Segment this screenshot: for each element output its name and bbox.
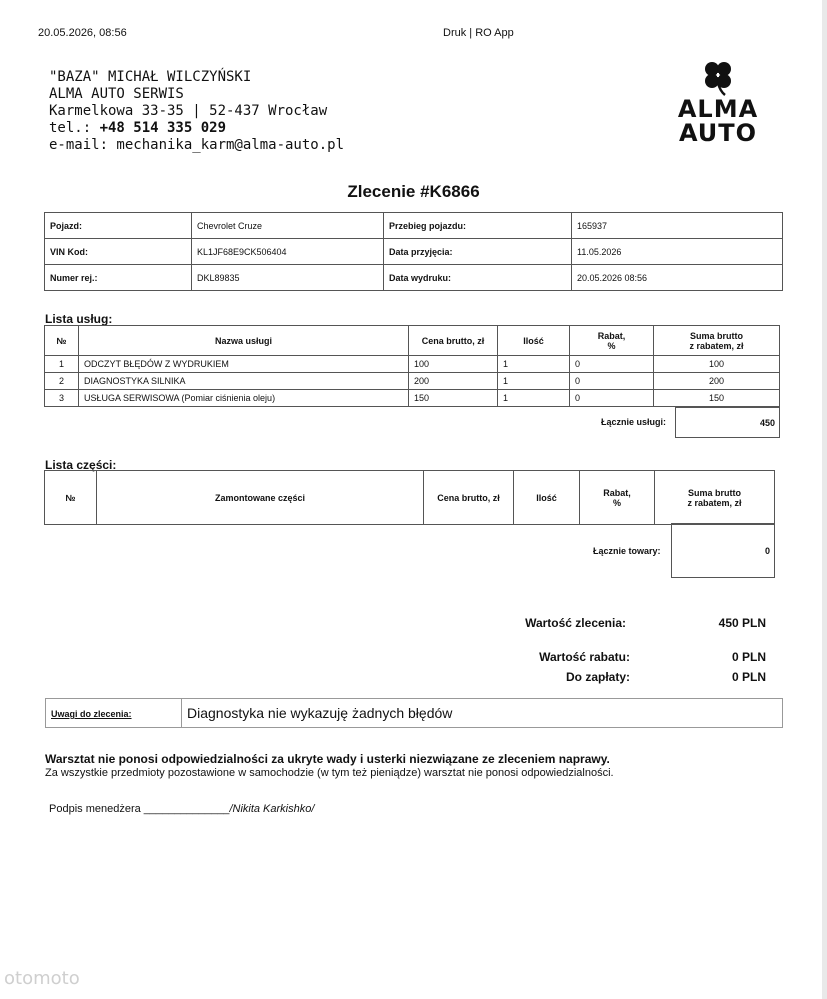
vin-row (45, 239, 783, 265)
watermark: otomoto (4, 968, 80, 989)
service-discount: 0 (570, 390, 654, 407)
vin-value: KL1JF68E9CK506404 (192, 239, 384, 265)
service-qty: 1 (498, 373, 570, 390)
to-pay-value: 0 PLN (731, 670, 766, 684)
received-label: Data przyjęcia: (384, 239, 572, 265)
logo-text (672, 97, 764, 145)
printed-value: 20.05.2026 08:56 (572, 265, 783, 291)
service-qty: 1 (498, 390, 570, 407)
discount-label: Wartość rabatu: (539, 650, 630, 664)
print-app-name: Druk | RO App (443, 27, 514, 39)
services-heading: Lista usług: (45, 312, 113, 326)
services-total-label: Łącznie usługi: (601, 417, 667, 427)
order-value: 450 PLN (718, 616, 766, 630)
services-total-value: 450 (759, 418, 775, 428)
service-no: 3 (45, 390, 79, 407)
vin-label: VIN Kod: (45, 239, 192, 265)
reg-value: DKL89835 (192, 265, 384, 291)
services-col-price: Cena brutto, zł (409, 326, 498, 356)
service-price: 200 (409, 373, 498, 390)
parts-col-name: Zamontowane części (97, 471, 424, 525)
service-name: DIAGNOSTYKA SILNIKA (79, 373, 409, 390)
printed-label: Data wydruku: (384, 265, 572, 291)
services-col-total: Suma brutto z rabatem, zł (654, 326, 780, 356)
service-discount: 0 (570, 373, 654, 390)
order-value-label: Wartość zlecenia: (525, 616, 626, 630)
company-line-1: "BAZA" MICHAŁ WILCZYŃSKI (49, 69, 252, 85)
company-line-2: ALMA AUTO SERWIS (49, 86, 184, 102)
logo-line-2: AUTO (678, 119, 758, 147)
signature-label: Podpis menedżera ______________ (49, 803, 230, 815)
company-logo (672, 57, 764, 152)
clover-icon (698, 59, 738, 97)
service-name: ODCZYT BŁĘDÓW Z WYDRUKIEM (79, 356, 409, 373)
parts-col-qty: Ilość (514, 471, 580, 525)
disclaimer-bold: Warsztat nie ponosi odpowiedzialności za ukryte wady i usterki niezwiązane ze zleceniem naprawy. (45, 752, 610, 766)
service-total: 150 (654, 390, 780, 407)
signature-line (49, 803, 314, 815)
phone-label: tel.: (49, 120, 100, 136)
mileage-label: Przebieg pojazdu: (384, 213, 572, 239)
order-title: Zlecenie #K6866 (347, 182, 480, 201)
services-col-qty: Ilość (498, 326, 570, 356)
service-no: 2 (45, 373, 79, 390)
table-row (45, 373, 780, 390)
reg-label: Numer rej.: (45, 265, 192, 291)
vehicle-row (45, 213, 783, 239)
mileage-value: 165937 (572, 213, 783, 239)
received-value: 11.05.2026 (572, 239, 783, 265)
services-col-no: № (45, 326, 79, 356)
parts-header-row (45, 471, 775, 525)
company-phone-row (49, 120, 344, 137)
parts-total-value: 0 (764, 546, 770, 556)
service-name: USŁUGA SERWISOWA (Pomiar ciśnienia oleju) (79, 390, 409, 407)
to-pay-label: Do zapłaty: (565, 670, 630, 684)
phone-number: +48 514 335 029 (99, 120, 227, 136)
parts-col-no: № (45, 471, 97, 525)
company-address: Karmelkowa 33-35 | 52-437 Wrocław (49, 103, 328, 119)
vehicle-value: Chevrolet Cruze (192, 213, 384, 239)
vehicle-info-table (44, 212, 783, 291)
service-qty: 1 (498, 356, 570, 373)
services-table (44, 325, 780, 407)
parts-col-price: Cena brutto, zł (424, 471, 514, 525)
print-datetime: 20.05.2026, 08:56 (38, 27, 127, 39)
service-total: 200 (654, 373, 780, 390)
services-total-box (675, 407, 780, 438)
notes-value: Diagnostyka nie wykazuję żadnych błędów (187, 705, 453, 721)
logo-line-1: ALMA (677, 95, 759, 123)
reg-row (45, 265, 783, 291)
service-discount: 0 (570, 356, 654, 373)
services-col-discount: Rabat, % (570, 326, 654, 356)
discount-value: 0 PLN (731, 650, 766, 664)
notes-box (45, 698, 783, 728)
company-email: e-mail: mechanika_karm@alma-auto.pl (49, 137, 345, 153)
notes-label: Uwagi do zlecenia: (46, 699, 182, 727)
parts-table (44, 470, 775, 525)
service-price: 150 (409, 390, 498, 407)
services-header-row (45, 326, 780, 356)
table-row (45, 356, 780, 373)
signature-name: /Nikita Karkishko/ (229, 803, 315, 815)
company-info (49, 69, 344, 154)
vehicle-label: Pojazd: (45, 213, 192, 239)
parts-heading: Lista części: (45, 458, 117, 472)
parts-total-box (671, 523, 775, 578)
parts-total-label: Łącznie towary: (593, 546, 661, 556)
service-price: 100 (409, 356, 498, 373)
disclaimer-text: Za wszystkie przedmioty pozostawione w samochodzie (w tym też pieniądze) warsztat nie ponosi odpowiedzialności. (45, 767, 614, 779)
table-row (45, 390, 780, 407)
service-total: 100 (654, 356, 780, 373)
service-no: 1 (45, 356, 79, 373)
parts-col-discount: Rabat, % (580, 471, 655, 525)
services-col-name: Nazwa usługi (79, 326, 409, 356)
parts-col-total: Suma brutto z rabatem, zł (655, 471, 775, 525)
